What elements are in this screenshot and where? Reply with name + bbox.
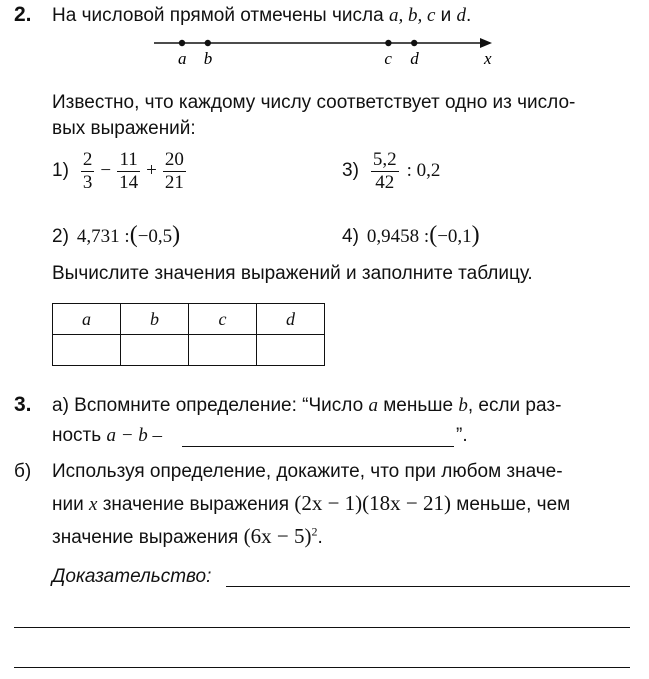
task3-b-line3-end: . xyxy=(317,527,323,548)
intro-var-d: d xyxy=(456,5,467,26)
expression-4 xyxy=(342,222,480,249)
left-paren: ( xyxy=(429,222,438,248)
point-a xyxy=(179,40,185,46)
task3-b-label: б) xyxy=(14,461,32,482)
proof-line-3[interactable] xyxy=(14,667,630,668)
task3-a-line2-pre: ность xyxy=(52,425,107,446)
task3-a-post: , если раз- xyxy=(467,395,562,416)
value-a-cell[interactable] xyxy=(53,335,121,366)
point-label-c: c xyxy=(384,49,392,68)
task3-a-pre: а) Вспомните определение: “Число xyxy=(52,395,369,416)
fraction-denominator: 14 xyxy=(119,171,139,193)
fraction-numerator: 2 xyxy=(82,149,93,170)
task3-b-line3 xyxy=(52,524,323,549)
fraction-denominator: 3 xyxy=(82,171,93,193)
proof-line-1[interactable] xyxy=(226,586,630,587)
point-d xyxy=(411,40,417,46)
task2-intro xyxy=(52,5,471,27)
axis-label-x: x xyxy=(484,49,492,68)
expression-3-number: 3) xyxy=(342,160,359,182)
task3-b-line2-pre: нии xyxy=(52,494,89,515)
fraction-denominator: 42 xyxy=(375,171,395,193)
fraction-20-21 xyxy=(163,150,186,193)
task3-b-line1: Используя определение, докажите, что при любом значе- xyxy=(52,461,563,482)
definition-answer-line[interactable] xyxy=(182,446,454,447)
task3-a-end: ”. xyxy=(456,425,468,446)
point-b xyxy=(205,40,211,46)
answer-table xyxy=(52,303,325,366)
expression-product: (2x − 1)(18x − 21) xyxy=(294,491,451,515)
value-b-cell[interactable] xyxy=(121,335,189,366)
task3-number: 3. xyxy=(14,393,32,416)
expression-3-tail: : 0,2 xyxy=(406,160,441,182)
var-x: x xyxy=(89,494,98,515)
var-a: a xyxy=(368,395,378,416)
left-paren: ( xyxy=(129,222,138,248)
number-line xyxy=(140,30,510,70)
expression-3 xyxy=(342,150,440,193)
number-line-arrow-icon xyxy=(480,38,492,48)
task3-b-line2-mid: значение выражения xyxy=(97,494,290,515)
right-paren: ) xyxy=(471,222,480,248)
point-label-d: d xyxy=(410,49,419,68)
intro-text: На числовой прямой отмечены числа xyxy=(52,5,389,26)
instruction: Вычислите значения выражений и заполните таблицу. xyxy=(52,263,533,284)
fraction-numerator: 20 xyxy=(164,149,184,170)
proof-line-2[interactable] xyxy=(14,627,630,628)
expression-1-number: 1) xyxy=(52,160,69,182)
fraction-5-2-over-42 xyxy=(371,150,399,193)
point-label-a: a xyxy=(178,49,187,68)
exponent: 2 xyxy=(311,524,318,539)
task3-b-line2-post: меньше, чем xyxy=(451,494,571,515)
intro-and: и xyxy=(435,5,457,26)
task2-number: 2. xyxy=(14,3,32,26)
var-b: b xyxy=(458,395,468,416)
header-c: c xyxy=(189,304,257,335)
known-line2: вых выражений: xyxy=(52,118,196,139)
intro-end: . xyxy=(466,5,472,26)
value-d-cell[interactable] xyxy=(257,335,325,366)
task3-a-line2 xyxy=(52,425,162,447)
value-c-cell[interactable] xyxy=(189,335,257,366)
fraction-denominator: 21 xyxy=(164,171,184,193)
right-paren: ) xyxy=(172,222,181,248)
fraction-numerator: 5,2 xyxy=(372,149,397,170)
proof-label: Доказательство: xyxy=(52,566,212,587)
minus-sign: − xyxy=(100,160,112,182)
task3-b-line2 xyxy=(52,491,570,516)
intro-vars: a, b, c xyxy=(388,5,436,26)
expression-2-number: 2) xyxy=(52,226,69,247)
difference-expression: a − b – xyxy=(106,425,163,446)
header-b: b xyxy=(121,304,189,335)
expression-4-inner: −0,1 xyxy=(437,226,472,247)
header-a: a xyxy=(53,304,121,335)
task3-b-line3-pre: значение выражения xyxy=(52,527,244,548)
expression-2-inner: −0,5 xyxy=(137,226,173,247)
task3-a-mid: меньше xyxy=(377,395,459,416)
expression-4-text: 0,9458 : xyxy=(366,226,430,247)
header-d: d xyxy=(257,304,325,335)
task3-a-line1 xyxy=(52,395,561,417)
point-c xyxy=(385,40,391,46)
expression-4-number: 4) xyxy=(342,226,359,247)
fraction-2-3 xyxy=(81,150,95,193)
expression-2-text: 4,731 : xyxy=(76,226,130,247)
expression-square: (6x − 5) xyxy=(243,524,312,548)
answer-table-header-row xyxy=(53,304,325,335)
point-label-b: b xyxy=(203,49,213,68)
fraction-11-14 xyxy=(117,150,140,193)
answer-table-value-row xyxy=(53,335,325,366)
plus-sign: + xyxy=(146,160,157,182)
expression-1 xyxy=(52,150,188,193)
fraction-numerator: 11 xyxy=(119,149,138,170)
expression-2 xyxy=(52,222,180,249)
known-line1: Известно, что каждому числу соответствует одно из число- xyxy=(52,92,576,113)
